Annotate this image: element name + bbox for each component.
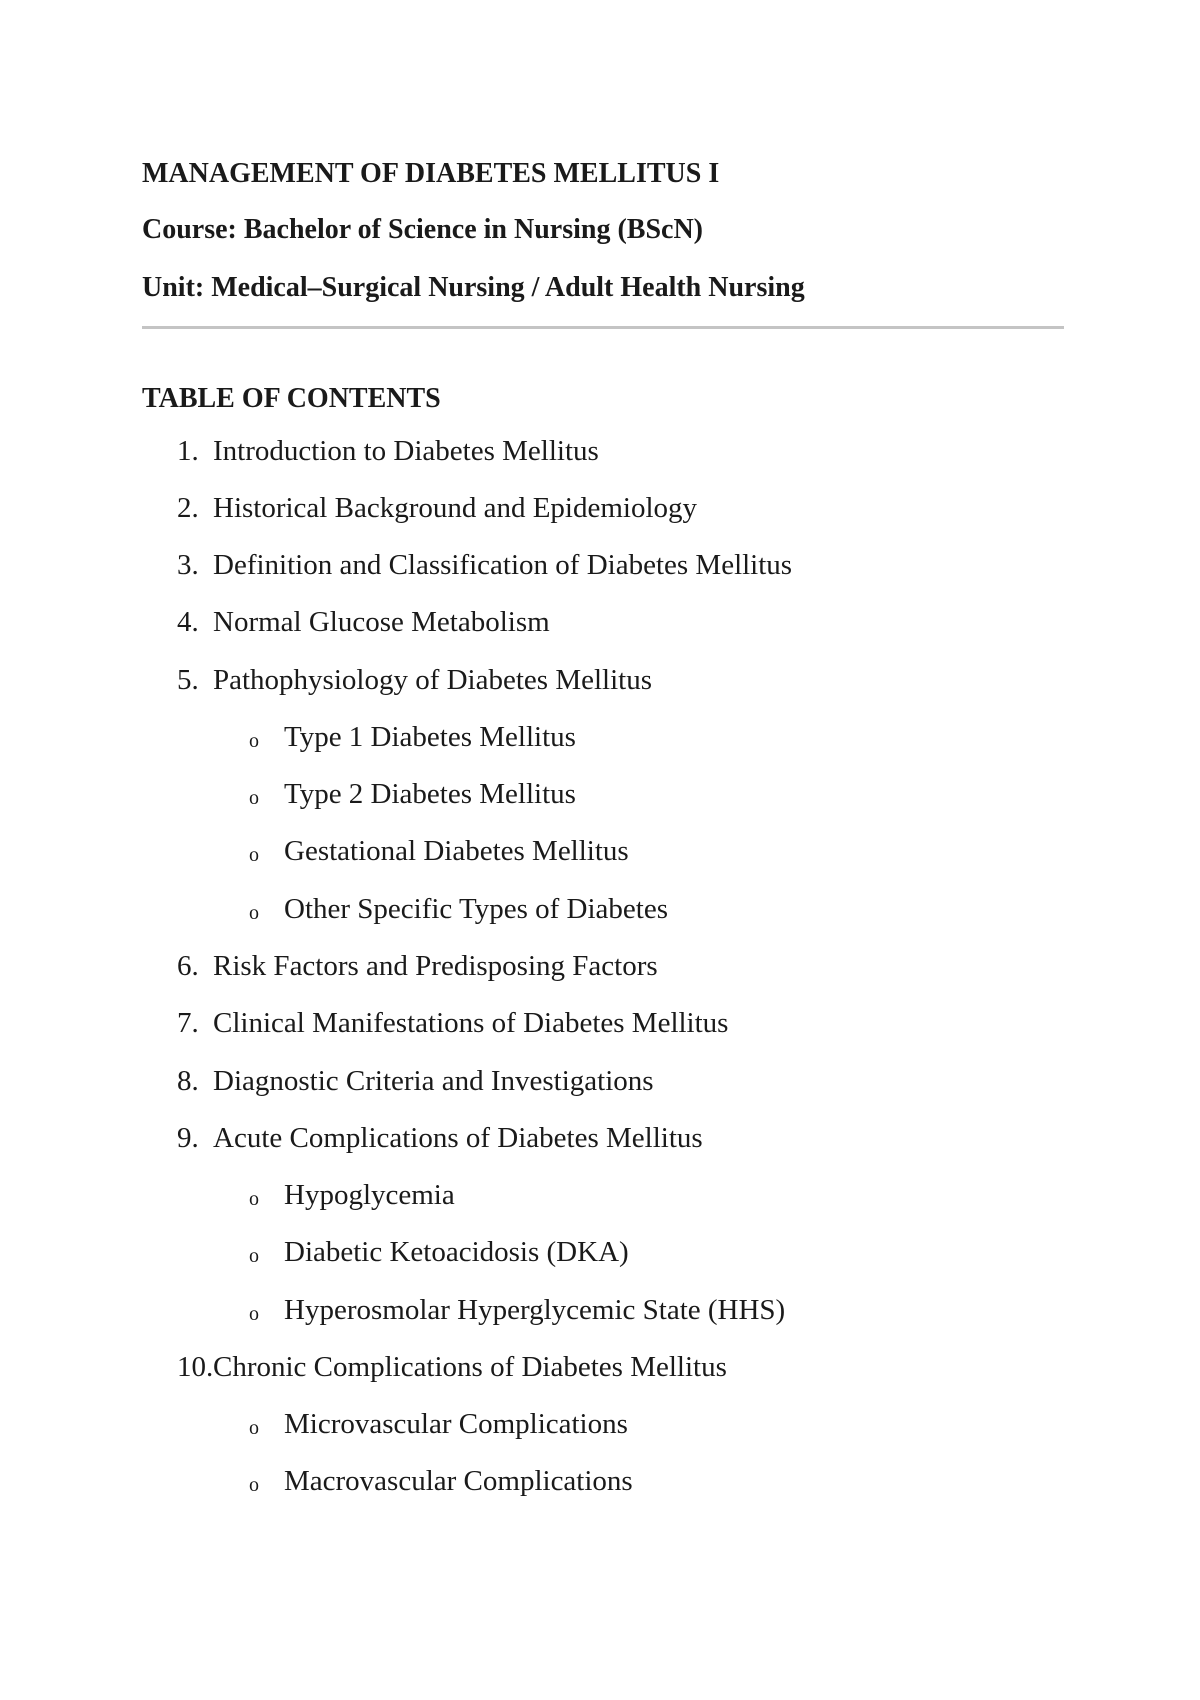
toc-item-number: 8.: [177, 1065, 199, 1097]
toc-subitem-text: Hypoglycemia: [284, 1179, 455, 1211]
bullet-marker: o: [249, 1474, 259, 1496]
toc-subitem-text: Gestational Diabetes Mellitus: [284, 835, 629, 867]
toc-item-text: Normal Glucose Metabolism: [213, 606, 550, 638]
toc-item-text: Clinical Manifestations of Diabetes Mellitus: [213, 1007, 729, 1039]
document-title: MANAGEMENT OF DIABETES MELLITUS I: [142, 158, 720, 189]
bullet-marker: o: [249, 844, 259, 866]
toc-subitem-text: Type 2 Diabetes Mellitus: [284, 778, 576, 810]
toc-item-number: 5.: [177, 664, 199, 696]
toc-item-text: Acute Complications of Diabetes Mellitus: [213, 1122, 703, 1154]
toc-item-number: 1.: [177, 435, 199, 467]
toc-item-number: 6.: [177, 950, 199, 982]
toc-item-number: 7.: [177, 1007, 199, 1039]
toc-item-text: Definition and Classification of Diabetes Mellitus: [213, 549, 793, 581]
toc-item-number: 2.: [177, 492, 199, 524]
toc-item-text: Introduction to Diabetes Mellitus: [213, 435, 599, 467]
toc-item-text: Diagnostic Criteria and Investigations: [213, 1065, 654, 1097]
bullet-marker: o: [249, 1417, 259, 1439]
toc-subitem-text: Microvascular Complications: [284, 1408, 628, 1440]
toc-heading: TABLE OF CONTENTS: [142, 383, 441, 414]
course-line: Course: Bachelor of Science in Nursing (BScN): [142, 214, 703, 245]
toc-subitem-text: Hyperosmolar Hyperglycemic State (HHS): [284, 1294, 786, 1326]
bullet-marker: o: [249, 1303, 259, 1325]
toc-item-text: Pathophysiology of Diabetes Mellitus: [213, 664, 652, 696]
toc-item-number: 4.: [177, 606, 199, 638]
toc-item-number: 9.: [177, 1122, 199, 1154]
toc-subitem-text: Type 1 Diabetes Mellitus: [284, 721, 576, 753]
toc-item-text: Chronic Complications of Diabetes Mellitus: [213, 1351, 727, 1383]
toc-subitem-text: Macrovascular Complications: [284, 1465, 633, 1497]
bullet-marker: o: [249, 902, 259, 924]
toc-subitem-text: Diabetic Ketoacidosis (DKA): [284, 1236, 629, 1268]
bullet-marker: o: [249, 1245, 259, 1267]
toc-item-number: 10.: [177, 1351, 214, 1383]
toc-subitem-text: Other Specific Types of Diabetes: [284, 893, 668, 925]
unit-line: Unit: Medical–Surgical Nursing / Adult Health Nursing: [142, 272, 805, 303]
bullet-marker: o: [249, 787, 259, 809]
bullet-marker: o: [249, 1188, 259, 1210]
toc-item-number: 3.: [177, 549, 199, 581]
toc-item-text: Risk Factors and Predisposing Factors: [213, 950, 658, 982]
toc-item-text: Historical Background and Epidemiology: [213, 492, 698, 524]
horizontal-divider: [142, 326, 1064, 329]
bullet-marker: o: [249, 730, 259, 752]
